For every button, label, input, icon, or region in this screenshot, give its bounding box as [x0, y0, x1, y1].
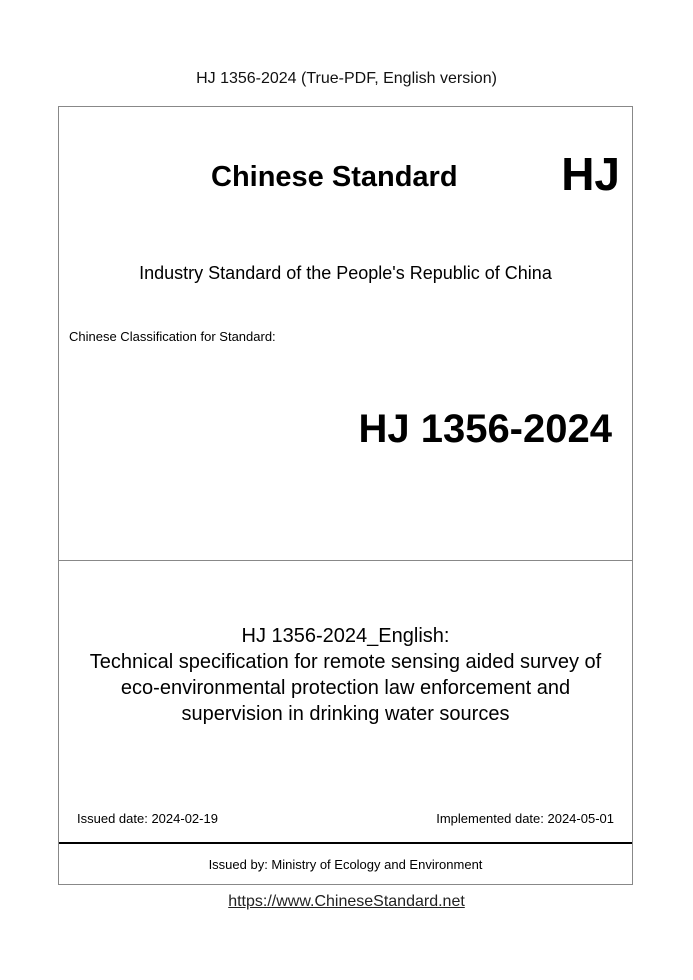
document-title: HJ 1356-2024 (True-PDF, English version) — [196, 70, 497, 87]
issued-date: Issued date: 2024-02-19 — [77, 811, 218, 826]
issuer-line: Issued by: Ministry of Ecology and Environment — [208, 857, 483, 872]
description-line: Technical specification for remote sensing aided survey of — [89, 651, 602, 673]
industry-standard-line: Industry Standard of the People's Republic of China — [139, 263, 552, 283]
implemented-date: Implemented date: 2024-05-01 — [436, 811, 614, 826]
standard-mark: HJ — [561, 148, 620, 200]
website-link[interactable]: https://www.ChineseStandard.net — [228, 893, 465, 910]
cover-frame — [58, 106, 633, 885]
standard-number: HJ 1356-2024 — [358, 407, 612, 451]
issuer-section — [59, 844, 632, 886]
classification-label: Chinese Classification for Standard: — [69, 329, 276, 344]
description-line: eco-environmental protection law enforcement and — [120, 677, 571, 699]
description-section — [59, 561, 632, 844]
header-title: Chinese Standard — [211, 161, 458, 193]
description-line: supervision in drinking water sources — [181, 703, 510, 725]
cover-header-section — [59, 107, 632, 561]
description-line: HJ 1356-2024_English: — [241, 625, 450, 647]
standard-description — [59, 623, 632, 727]
